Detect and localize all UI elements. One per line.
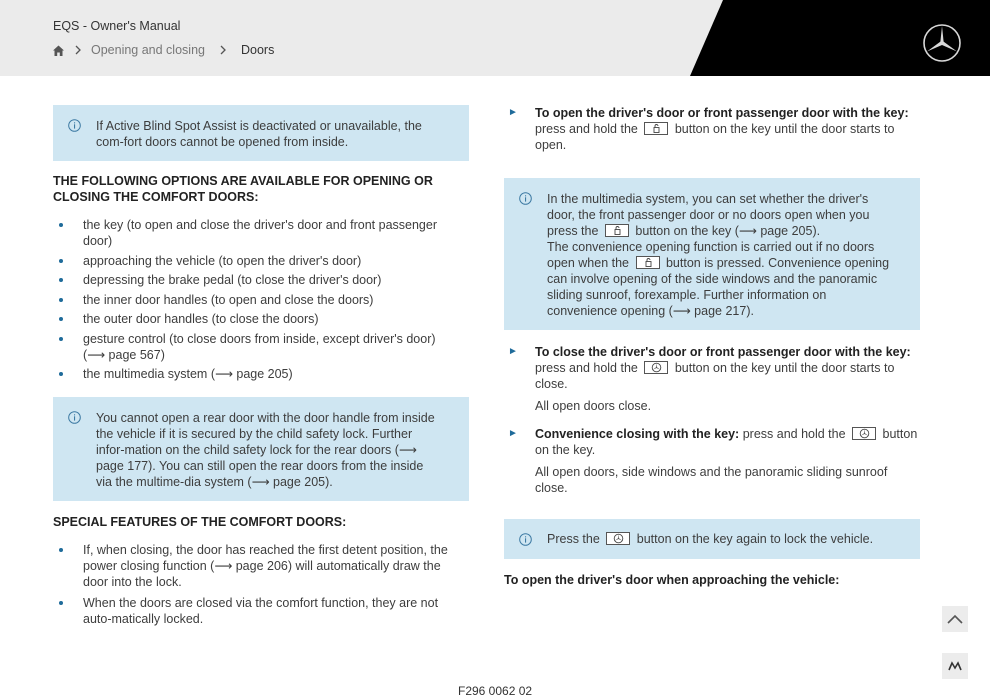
section-heading-options: THE FOLLOWING OPTIONS ARE AVAILABLE FOR OPENING OR CLOSING THE COMFORT DOORS: xyxy=(53,174,433,204)
scroll-to-top-button[interactable] xyxy=(942,606,968,632)
info-icon xyxy=(68,119,81,132)
step-title: To close the driver's door or front passenger door with the key: xyxy=(535,345,911,359)
info-icon xyxy=(519,192,532,205)
note-text: You cannot open a rear door with the door handle from inside the vehicle if it is secured by the child safety lock. Further infor-mation on the child safety lock for the rear doors (⟶ page 177). You can still open the rear doors from the inside via the multime-dia system (⟶ page 205). xyxy=(96,411,435,489)
info-note-blind-spot xyxy=(53,105,469,161)
chevron-up-icon xyxy=(947,614,963,624)
key-lock-button-icon xyxy=(644,361,668,374)
logo-button[interactable] xyxy=(942,653,968,679)
brand-logo-icon xyxy=(947,660,963,672)
step-text: press and hold the xyxy=(742,427,846,441)
page-header xyxy=(0,0,990,76)
key-unlock-button-icon xyxy=(605,224,629,237)
step-text: press and hold the xyxy=(535,361,638,375)
step-title: To open the driver's door or front passenger door with the key: xyxy=(535,106,909,120)
chevron-right-icon xyxy=(65,45,91,55)
note-text: If Active Blind Spot Assist is deactivated or unavailable, the com-fort doors cannot be opened from inside. xyxy=(96,119,422,149)
options-list xyxy=(53,217,469,382)
figure-code: F296 0062 02 xyxy=(458,684,533,698)
list-item: the key (to open and close the driver's door and front passenger door) xyxy=(53,217,469,249)
info-note-child-lock xyxy=(53,397,469,501)
step-result: All open doors, side windows and the panoramic sliding sunroof close. xyxy=(535,465,888,495)
left-column xyxy=(53,105,469,631)
step-arrow-icon: ► xyxy=(508,346,518,357)
list-item: depressing the brake pedal (to close the driver's door) xyxy=(53,272,469,288)
step-title: Convenience closing with the key: xyxy=(535,427,740,441)
right-column xyxy=(504,105,920,588)
info-note-convenience-opening xyxy=(504,178,920,330)
list-item: the outer door handles (to close the doors) xyxy=(53,311,469,327)
info-icon xyxy=(519,533,532,546)
breadcrumb-opening-and-closing[interactable]: Opening and closing xyxy=(91,43,205,57)
step-close-with-key xyxy=(504,344,920,414)
section-heading-special-features: SPECIAL FEATURES OF THE COMFORT DOORS: xyxy=(53,515,347,529)
info-note-lock-vehicle xyxy=(504,519,920,559)
key-lock-button-icon xyxy=(852,427,876,440)
list-item: approaching the vehicle (to open the driver's door) xyxy=(53,253,469,269)
list-item: If, when closing, the door has reached the first detent position, the power closing function (⟶ page 206) will automatically draw the door into the lock. xyxy=(53,542,469,590)
key-lock-button-icon xyxy=(606,532,630,545)
step-open-with-key xyxy=(504,105,920,153)
step-result: All open doors close. xyxy=(535,399,652,413)
key-unlock-button-icon xyxy=(636,256,660,269)
step-text: button on the key until the door starts to close. xyxy=(535,361,895,391)
step-arrow-icon: ► xyxy=(508,428,518,439)
features-list xyxy=(53,542,469,627)
key-unlock-button-icon xyxy=(644,122,668,135)
app-title: EQS - Owner's Manual xyxy=(53,19,181,33)
step-text: button on the key. xyxy=(535,427,918,457)
breadcrumb xyxy=(52,42,274,58)
home-icon[interactable] xyxy=(52,44,65,57)
list-item: gesture control (to close doors from inside, except driver's door) (⟶ page 567) xyxy=(53,331,453,363)
step-arrow-icon: ► xyxy=(508,107,518,118)
list-item: When the doors are closed via the comfort function, they are not auto-matically locked. xyxy=(53,595,469,627)
info-icon xyxy=(68,411,81,424)
step-convenience-closing xyxy=(504,426,920,496)
step-text: press and hold the xyxy=(535,122,638,136)
step-text: button on the key until the door starts to open. xyxy=(535,122,895,152)
list-item: the multimedia system (⟶ page 205) xyxy=(53,366,469,382)
section-heading-approach: To open the driver's door when approaching the vehicle: xyxy=(504,573,840,587)
note-text: In the multimedia system, you can set whether the driver's door, the front passenger door or no doors open when you press the button on the key (⟶ page 205). The convenience opening function is carried out if no doors open when the button is pressed. Convenience opening can involve opening of the side windows and the panoramic sliding sunroof, forexample. Further information on convenience opening (⟶ page 217). xyxy=(547,192,890,318)
mercedes-star-logo xyxy=(922,23,962,63)
chevron-right-icon xyxy=(205,45,241,55)
list-item: the inner door handles (to open and close the doors) xyxy=(53,292,469,308)
breadcrumb-doors: Doors xyxy=(240,43,275,57)
note-text: Press the button on the key again to lock the vehicle. xyxy=(547,532,874,546)
